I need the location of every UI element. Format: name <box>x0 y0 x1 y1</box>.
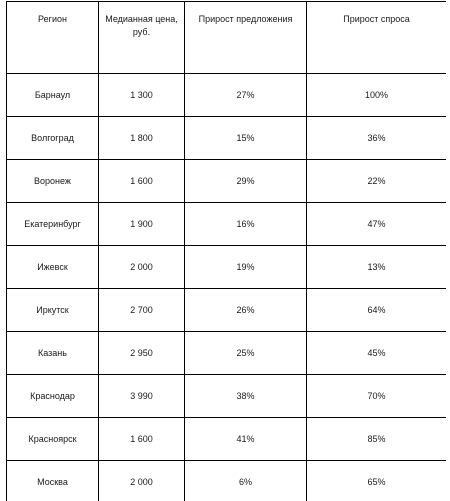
cell-region: Ижевск <box>7 246 99 289</box>
table-row <box>7 246 447 289</box>
cell-supply-growth: 25% <box>185 332 307 375</box>
header-region: Регион <box>7 2 99 74</box>
cell-median-price: 1 300 <box>99 74 185 117</box>
header-demand-growth: Прирост спроса <box>307 2 447 74</box>
table-row <box>7 203 447 246</box>
table-row <box>7 418 447 461</box>
table-row <box>7 74 447 117</box>
cell-demand-growth: 13% <box>307 246 447 289</box>
cell-median-price: 1 800 <box>99 117 185 160</box>
cell-median-price: 3 990 <box>99 375 185 418</box>
header-supply-growth: Прирост предложения <box>185 2 307 74</box>
cell-demand-growth: 36% <box>307 117 447 160</box>
cell-supply-growth: 38% <box>185 375 307 418</box>
cell-demand-growth: 45% <box>307 332 447 375</box>
cell-median-price: 2 000 <box>99 461 185 501</box>
cell-supply-growth: 41% <box>185 418 307 461</box>
cell-median-price: 1 900 <box>99 203 185 246</box>
header-row <box>7 2 447 74</box>
regions-table <box>6 1 446 501</box>
table-row <box>7 332 447 375</box>
cell-supply-growth: 29% <box>185 160 307 203</box>
cell-region: Краснодар <box>7 375 99 418</box>
cell-demand-growth: 64% <box>307 289 447 332</box>
table-container <box>6 1 446 501</box>
cell-demand-growth: 22% <box>307 160 447 203</box>
table-row <box>7 461 447 501</box>
cell-demand-growth: 70% <box>307 375 447 418</box>
table-row <box>7 117 447 160</box>
cell-region: Иркутск <box>7 289 99 332</box>
cell-median-price: 2 950 <box>99 332 185 375</box>
cell-region: Воронеж <box>7 160 99 203</box>
cell-supply-growth: 26% <box>185 289 307 332</box>
cell-median-price: 2 700 <box>99 289 185 332</box>
cell-region: Барнаул <box>7 74 99 117</box>
cell-median-price: 2 000 <box>99 246 185 289</box>
cell-region: Екатеринбург <box>7 203 99 246</box>
cell-supply-growth: 15% <box>185 117 307 160</box>
cell-region: Волгоград <box>7 117 99 160</box>
cell-demand-growth: 100% <box>307 74 447 117</box>
cell-median-price: 1 600 <box>99 160 185 203</box>
header-median-price: Медианная цена, руб. <box>99 2 185 74</box>
cell-demand-growth: 65% <box>307 461 447 501</box>
cell-region: Красноярск <box>7 418 99 461</box>
table-row <box>7 375 447 418</box>
table-row <box>7 289 447 332</box>
cell-region: Казань <box>7 332 99 375</box>
cell-region: Москва <box>7 461 99 501</box>
cell-supply-growth: 27% <box>185 74 307 117</box>
cell-supply-growth: 16% <box>185 203 307 246</box>
table-row <box>7 160 447 203</box>
cell-median-price: 1 600 <box>99 418 185 461</box>
cell-supply-growth: 6% <box>185 461 307 501</box>
cell-demand-growth: 47% <box>307 203 447 246</box>
cell-demand-growth: 85% <box>307 418 447 461</box>
cell-supply-growth: 19% <box>185 246 307 289</box>
